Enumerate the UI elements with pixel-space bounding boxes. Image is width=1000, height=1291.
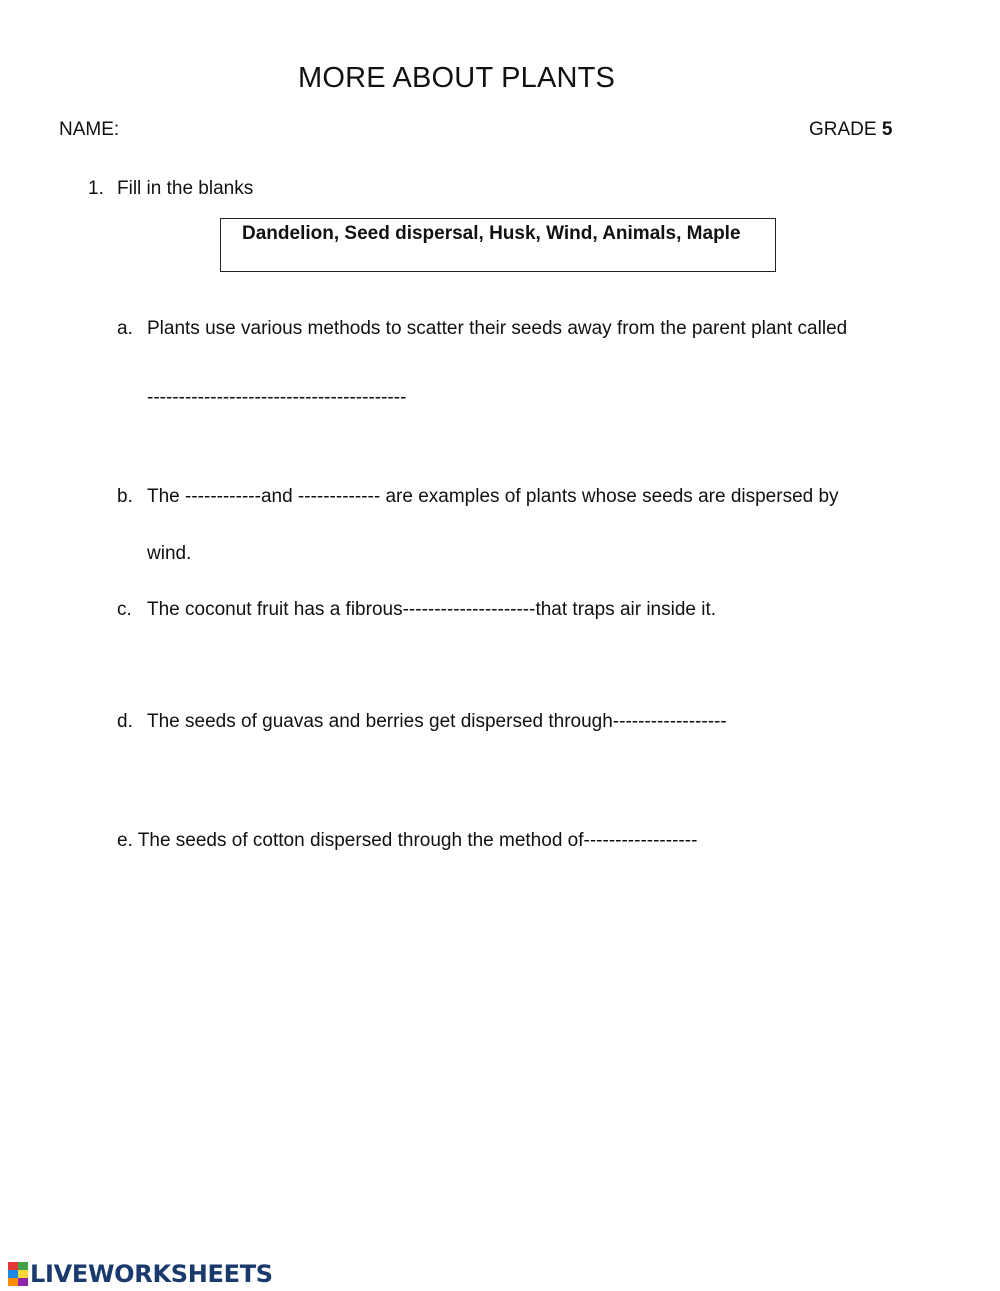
logo-square xyxy=(18,1270,28,1278)
item-a-marker: a. xyxy=(117,318,133,339)
logo-text: LIVEWORKSHEETS xyxy=(30,1260,273,1288)
item-d-marker: d. xyxy=(117,711,133,732)
item-e-text[interactable]: e. The seeds of cotton dispersed through the method of------------------ xyxy=(117,830,698,851)
grade-text: GRADE xyxy=(809,119,877,140)
item-b-text[interactable]: The ------------and ------------- are examples of plants whose seeds are dispersed by xyxy=(147,486,839,507)
item-c-text[interactable]: The coconut fruit has a fibrous---------------------that traps air inside it. xyxy=(147,599,717,620)
item-a-text: Plants use various methods to scatter their seeds away from the parent plant called xyxy=(147,318,848,339)
logo-square xyxy=(8,1270,18,1278)
page-title: MORE ABOUT PLANTS xyxy=(298,62,616,94)
grade-value: 5 xyxy=(881,119,893,140)
word-bank-box xyxy=(220,218,776,272)
word-bank-text: Dandelion, Seed dispersal, Husk, Wind, Animals, Maple xyxy=(242,223,741,244)
logo-square xyxy=(8,1262,18,1270)
item-b-marker: b. xyxy=(117,486,133,507)
liveworksheets-logo[interactable] xyxy=(8,1260,273,1288)
item-b-text-cont: wind. xyxy=(147,543,192,564)
logo-square xyxy=(18,1262,28,1270)
item-c-marker: c. xyxy=(117,599,132,620)
item-a-blank[interactable]: ----------------------------------------- xyxy=(147,387,407,408)
item-d-text[interactable]: The seeds of guavas and berries get dispersed through------------------ xyxy=(147,711,727,732)
logo-square xyxy=(18,1278,28,1286)
logo-mark-icon xyxy=(8,1262,28,1286)
logo-square xyxy=(8,1278,18,1286)
question-number: 1. xyxy=(88,178,104,199)
name-label: NAME: xyxy=(59,119,120,140)
question-instruction: Fill in the blanks xyxy=(117,178,254,199)
grade-label xyxy=(809,119,892,141)
